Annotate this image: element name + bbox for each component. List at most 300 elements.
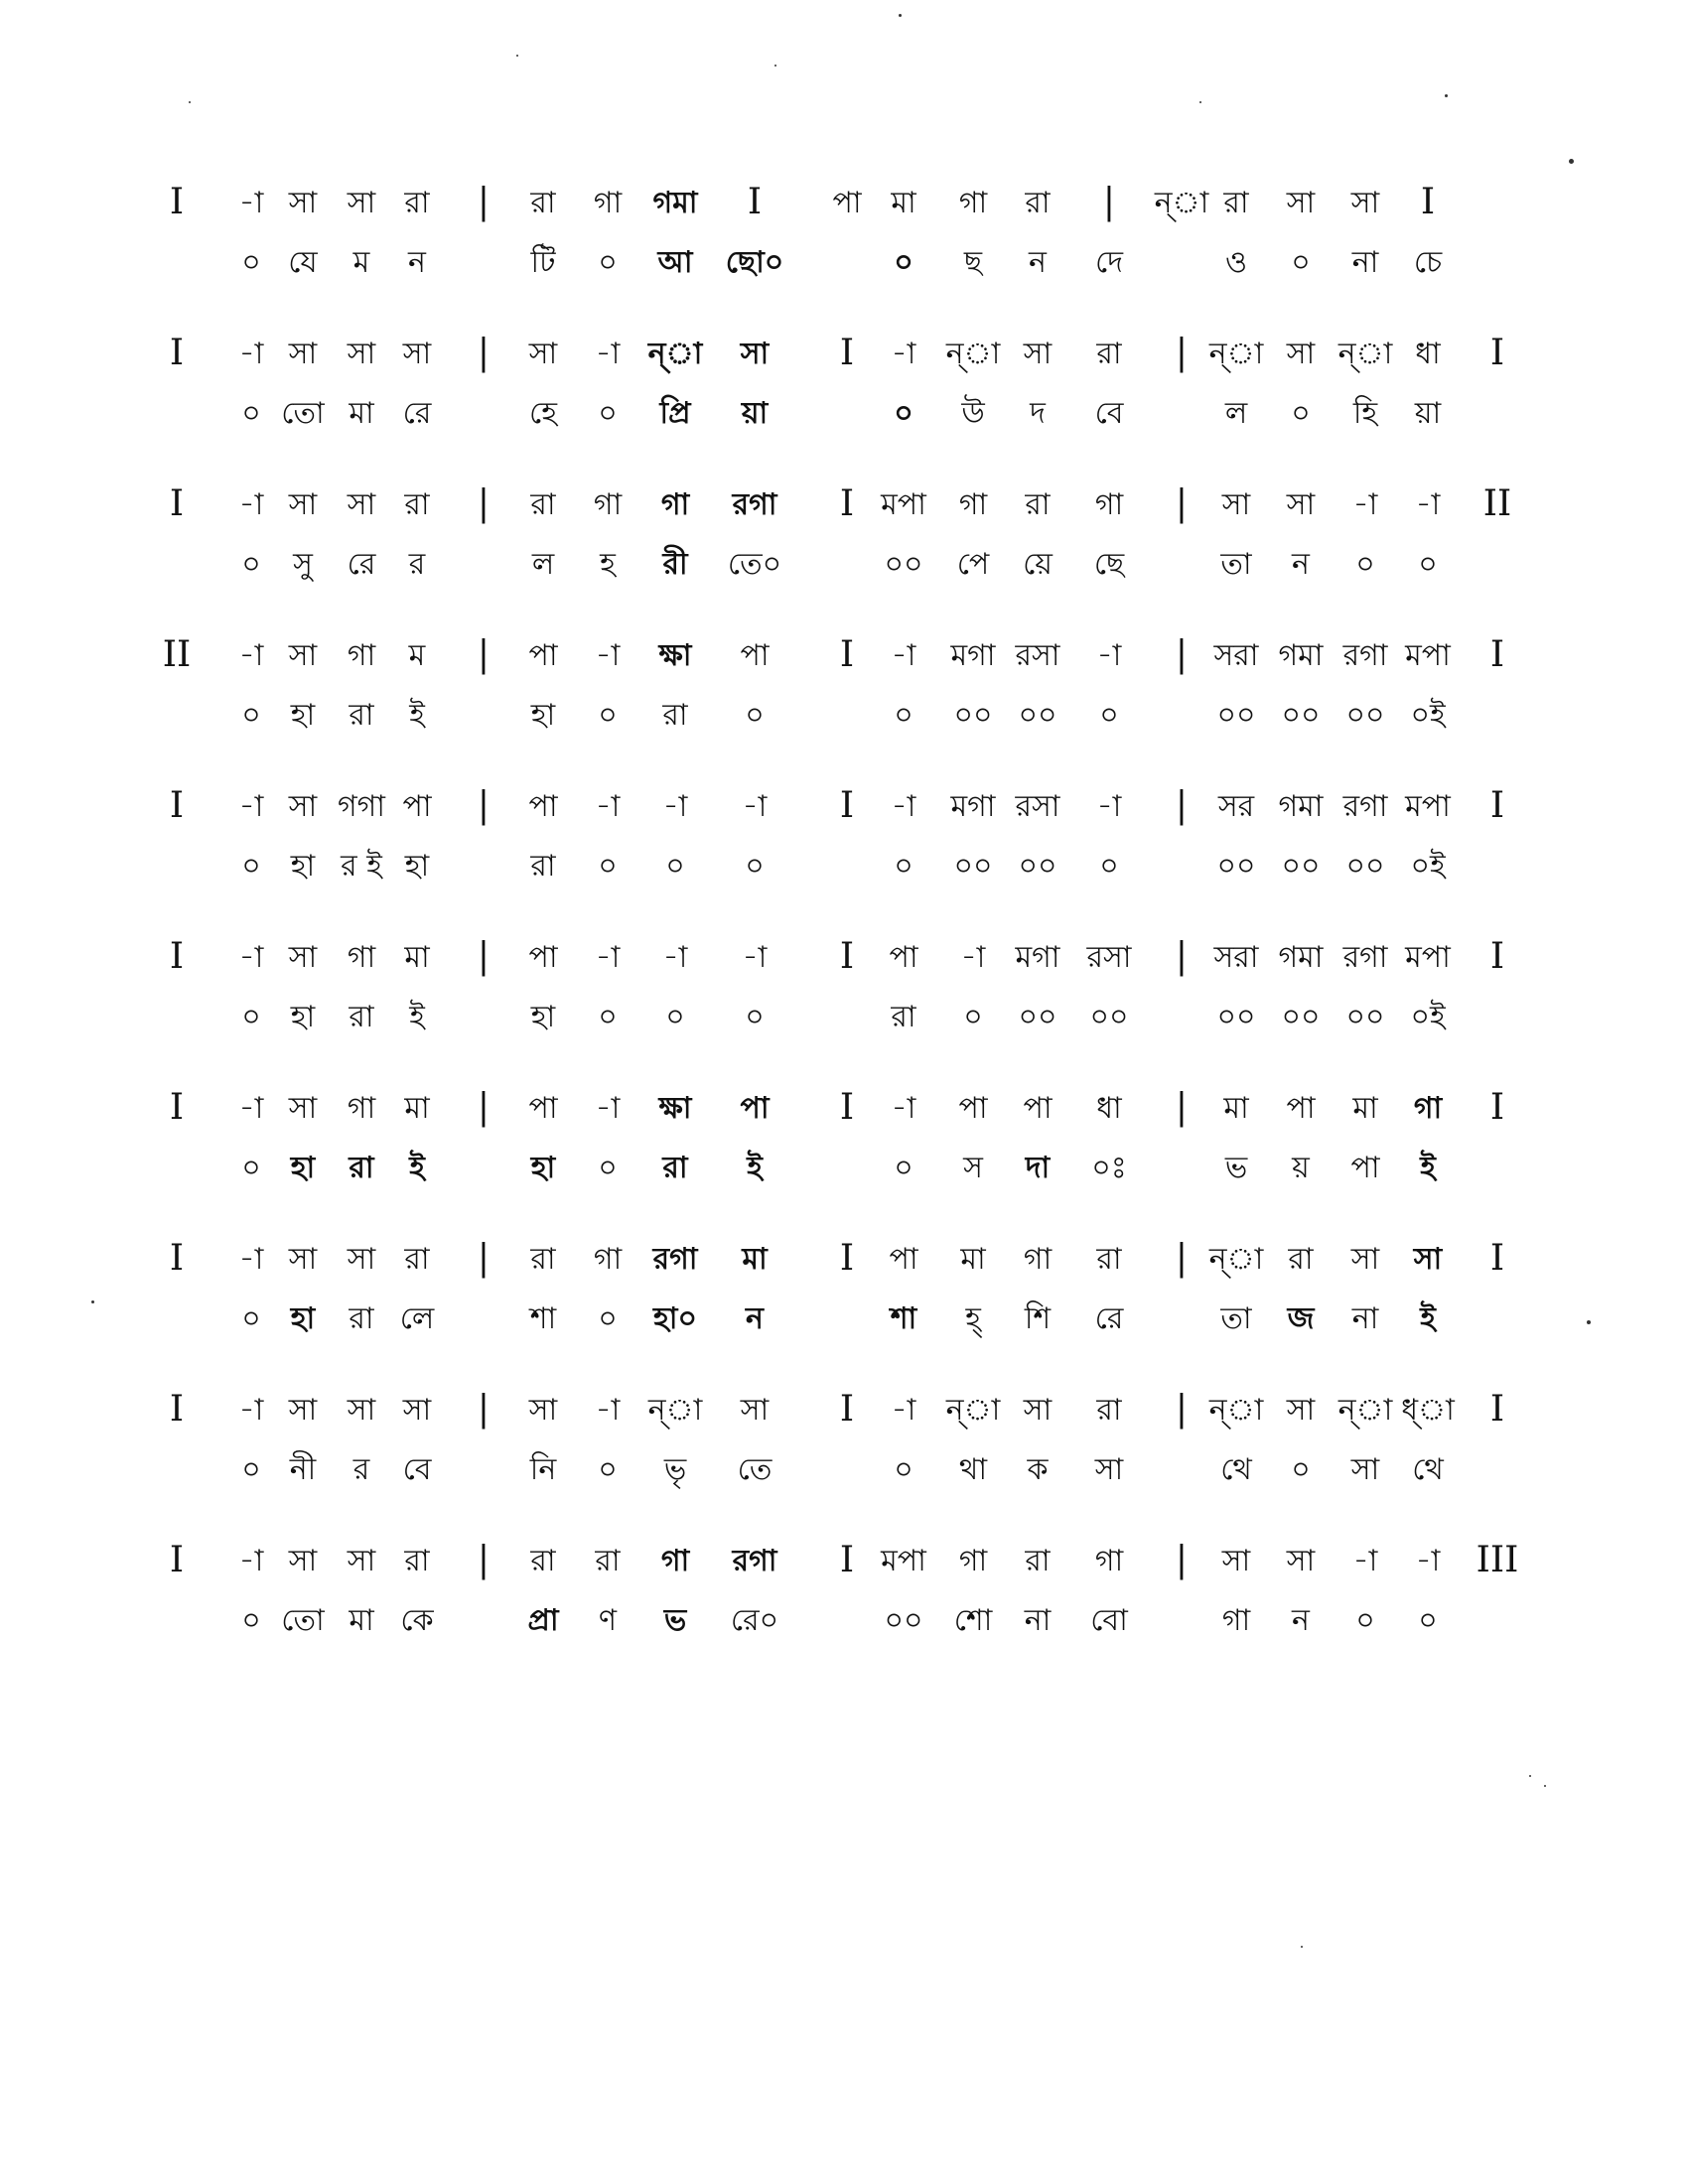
swara-note: সা	[1413, 1242, 1443, 1277]
swara-note: সা	[1350, 1242, 1380, 1277]
lyric-syllable: য়ে	[1023, 547, 1053, 582]
scan-speck	[1587, 1320, 1591, 1324]
lyric-syllable: না	[1351, 1301, 1379, 1336]
swara-note: ন্া	[1208, 1242, 1264, 1277]
swara-note: ন্া	[647, 337, 703, 371]
swara-note: মপা	[881, 487, 926, 522]
lyric-syllable: শা	[529, 1301, 557, 1336]
lyric-syllable: ন	[1292, 1603, 1310, 1638]
swara-note: -া	[595, 940, 621, 975]
swara-note: পা	[402, 789, 432, 824]
swara-note: ন্া	[945, 1393, 1001, 1428]
lyric-syllable: রে	[402, 396, 432, 431]
lyric-syllable: পে	[956, 547, 990, 582]
swara-note: মগা	[950, 638, 996, 673]
scan-speck	[91, 1300, 94, 1303]
swara-note: সা	[402, 337, 432, 371]
bar-line: I	[169, 785, 185, 826]
swara-note: সা	[1286, 337, 1316, 371]
swara-note: রা	[404, 1242, 430, 1277]
swara-note: -া	[1415, 487, 1441, 522]
swara-note: মা	[1352, 1091, 1378, 1126]
lyric-syllable: ই	[409, 1000, 425, 1034]
swara-note: ন্া	[1208, 1393, 1264, 1428]
swara-note: গগা	[337, 789, 386, 824]
scan-speck	[1301, 1946, 1303, 1948]
swara-note: পা	[528, 940, 558, 975]
lyric-syllable: র	[352, 1452, 370, 1487]
swara-note: গা	[1094, 487, 1124, 522]
lyric-syllable: বে	[1094, 396, 1124, 431]
lyric-syllable: ০	[241, 245, 261, 280]
bar-line: I	[1489, 936, 1505, 977]
lyric-syllable: র	[408, 547, 426, 582]
swara-note: গা	[347, 940, 376, 975]
lyric-syllable: থে	[1412, 1452, 1444, 1487]
scan-speck	[1529, 1775, 1531, 1777]
lyric-syllable: রা	[349, 698, 374, 733]
lyric-syllable: য়া	[1414, 396, 1442, 431]
swara-note: গা	[958, 487, 988, 522]
swara-note: -া	[595, 337, 621, 371]
swara-note: সা	[1286, 1393, 1316, 1428]
lyric-syllable: মা	[349, 1603, 374, 1638]
lyric-syllable: যে	[288, 245, 318, 280]
scan-speck	[774, 65, 776, 67]
lyric-syllable: পা	[1350, 1151, 1380, 1185]
lyric-syllable: ০	[1291, 245, 1311, 280]
lyric-syllable: তো	[281, 1603, 325, 1638]
lyric-syllable: ০	[598, 1151, 618, 1185]
swara-note: সা	[288, 940, 318, 975]
swara-note: পা	[740, 1091, 770, 1126]
lyric-syllable: ন	[1029, 245, 1047, 280]
swara-note: সরা	[1213, 638, 1259, 673]
lyric-syllable: ০	[241, 849, 261, 884]
swara-note: -া	[595, 1091, 621, 1126]
swara-note: গা	[347, 1091, 376, 1126]
swara-note: রা	[1025, 1544, 1051, 1578]
swara-note: গমা	[652, 186, 698, 220]
swara-note: মপা	[1405, 789, 1451, 824]
lyric-syllable: শা	[890, 1301, 917, 1336]
swara-note: সা	[528, 1393, 558, 1428]
lyric-syllable: তা	[1220, 547, 1252, 582]
lyric-syllable: ন	[408, 245, 426, 280]
lyric-syllable: ০	[745, 1000, 765, 1034]
bar-line: I	[169, 1389, 185, 1430]
bar-line: I	[1420, 182, 1436, 222]
lyric-syllable: তা	[1220, 1301, 1252, 1336]
bar-line: I	[169, 333, 185, 373]
swara-note: -া	[742, 789, 768, 824]
lyric-syllable: র ই	[341, 849, 382, 884]
lyric-syllable: শো	[953, 1603, 993, 1638]
bar-line: |	[477, 1238, 491, 1279]
swara-note: -া	[891, 789, 916, 824]
swara-note: রা	[404, 487, 430, 522]
swara-note: -া	[960, 940, 986, 975]
lyric-syllable: ০	[241, 698, 261, 733]
bar-line: I	[839, 936, 855, 977]
swara-note: ধা	[1415, 337, 1441, 371]
swara-note: রসা	[1015, 638, 1060, 673]
swara-note: সা	[347, 487, 376, 522]
swara-note: মা	[404, 940, 430, 975]
lyric-syllable: থা	[958, 1452, 988, 1487]
lyric-syllable: ০	[894, 396, 914, 431]
bar-line: |	[477, 634, 491, 675]
lyric-syllable: হ্	[965, 1301, 981, 1336]
lyric-syllable: ০	[598, 396, 618, 431]
swara-note: রা	[1096, 1393, 1122, 1428]
lyric-syllable: হা	[290, 698, 316, 733]
lyric-syllable: প্রা	[527, 1603, 559, 1638]
swara-note: -া	[1096, 638, 1122, 673]
swara-note: -া	[595, 638, 621, 673]
lyric-syllable: ০০	[884, 547, 923, 582]
swara-note: সা	[1350, 186, 1380, 220]
lyric-syllable: ০ঃ	[1091, 1151, 1127, 1185]
swara-note: সা	[1221, 1544, 1251, 1578]
lyric-syllable: তে	[737, 1452, 773, 1487]
lyric-syllable: হা	[290, 1000, 316, 1034]
swara-note: রগা	[652, 1242, 698, 1277]
lyric-syllable: ০০	[1345, 849, 1385, 884]
lyric-syllable: ০০	[1216, 1000, 1256, 1034]
lyric-syllable: ০০	[884, 1603, 923, 1638]
lyric-syllable: ০ই	[1410, 698, 1446, 733]
bar-line: I	[1489, 1389, 1505, 1430]
lyric-syllable: ০০	[1345, 698, 1385, 733]
lyric-syllable: দ	[1030, 396, 1046, 431]
lyric-syllable: হি	[1352, 396, 1378, 431]
bar-line: |	[1175, 1540, 1189, 1580]
swara-note: সা	[288, 789, 318, 824]
bar-line: I	[839, 333, 855, 373]
swara-note: গা	[1023, 1242, 1053, 1277]
swara-note: মা	[1223, 1091, 1249, 1126]
bar-line: II	[1482, 483, 1512, 524]
bar-line: I	[1489, 1087, 1505, 1128]
swara-note: পা	[528, 789, 558, 824]
swara-note: ন্া	[1208, 337, 1264, 371]
swara-note: রা	[1288, 1242, 1314, 1277]
swara-note: সর	[1217, 789, 1255, 824]
lyric-syllable: য়া	[741, 396, 769, 431]
scan-speck	[189, 101, 191, 103]
swara-note: -া	[891, 1091, 916, 1126]
lyric-syllable: বে	[402, 1452, 432, 1487]
lyric-syllable: দে	[1095, 245, 1123, 280]
swara-note: রগা	[732, 487, 777, 522]
swara-note: গমা	[1278, 940, 1324, 975]
lyric-syllable: রী	[662, 547, 688, 582]
lyric-syllable: ০	[745, 849, 765, 884]
swara-note: ক্ষা	[658, 1091, 692, 1126]
swara-note: গা	[660, 1544, 690, 1578]
lyric-syllable: গা	[1221, 1603, 1251, 1638]
bar-line: I	[1489, 785, 1505, 826]
bar-line: |	[477, 1389, 491, 1430]
swara-note: রা	[1025, 186, 1051, 220]
swara-note: সা	[1023, 1393, 1053, 1428]
lyric-syllable: আ	[657, 245, 693, 280]
bar-line: |	[1175, 785, 1189, 826]
lyric-syllable: রা	[662, 1151, 688, 1185]
bar-line: |	[1175, 333, 1189, 373]
swara-note: রগা	[1342, 940, 1388, 975]
bar-line: I	[839, 785, 855, 826]
lyric-syllable: ০	[598, 245, 618, 280]
swara-note: -া	[238, 1091, 264, 1126]
swara-note: গমা	[1278, 638, 1324, 673]
lyric-syllable: ছো০	[725, 245, 784, 280]
lyric-syllable: ০	[894, 1452, 914, 1487]
lyric-syllable: লে	[399, 1301, 435, 1336]
swara-note: সা	[347, 186, 376, 220]
scan-speck	[1199, 101, 1201, 103]
lyric-syllable: ০	[963, 1000, 983, 1034]
bar-line: |	[477, 936, 491, 977]
swara-note: সা	[1023, 337, 1053, 371]
lyric-syllable: ছে	[1093, 547, 1125, 582]
swara-note: রা	[1096, 337, 1122, 371]
bar-line: I	[839, 1389, 855, 1430]
lyric-syllable: ০	[745, 698, 765, 733]
swara-note: সা	[1286, 1544, 1316, 1578]
lyric-syllable: নি	[529, 1452, 557, 1487]
swara-note: -া	[595, 789, 621, 824]
swara-note: মা	[891, 186, 916, 220]
swara-note: পা	[1023, 1091, 1053, 1126]
bar-line: I	[169, 483, 185, 524]
lyric-syllable: স	[963, 1151, 983, 1185]
lyric-syllable: জ	[1287, 1301, 1315, 1336]
swara-note: -া	[238, 940, 264, 975]
lyric-syllable: ০	[1355, 1603, 1375, 1638]
swara-note: রা	[1096, 1242, 1122, 1277]
swara-note: পা	[528, 638, 558, 673]
swara-note: -া	[238, 638, 264, 673]
swara-note: পা	[832, 186, 862, 220]
swara-note: -া	[662, 940, 688, 975]
bar-line: III	[1476, 1540, 1519, 1580]
lyric-syllable: ০	[1099, 849, 1119, 884]
swara-note: মগা	[1015, 940, 1060, 975]
bar-line: |	[477, 182, 491, 222]
swara-note: রগা	[1342, 638, 1388, 673]
swara-note: সা	[288, 337, 318, 371]
lyric-syllable: ০০	[1018, 849, 1057, 884]
swara-note: সা	[347, 1393, 376, 1428]
swara-note: ন্া	[647, 1393, 703, 1428]
swara-note: পা	[740, 638, 770, 673]
swara-note: -া	[1096, 789, 1122, 824]
swara-note: সা	[288, 186, 318, 220]
swara-note: গা	[660, 487, 690, 522]
swara-note: মপা	[1405, 940, 1451, 975]
bar-line: I	[1489, 634, 1505, 675]
lyric-syllable: ০	[1418, 1603, 1438, 1638]
swara-note: -া	[238, 789, 264, 824]
lyric-syllable: হা	[530, 698, 556, 733]
lyric-syllable: ০০	[1216, 698, 1256, 733]
swara-note: ন্া	[1337, 1393, 1393, 1428]
swara-note: গা	[593, 487, 623, 522]
swara-note: মা	[960, 1242, 986, 1277]
swara-note: গা	[958, 186, 988, 220]
lyric-syllable: ০০	[953, 698, 993, 733]
lyric-syllable: রা	[891, 1000, 916, 1034]
bar-line: |	[477, 483, 491, 524]
swara-note: রা	[1223, 186, 1249, 220]
bar-line: I	[839, 634, 855, 675]
lyric-syllable: ল	[1224, 396, 1248, 431]
swara-note: -া	[238, 1544, 264, 1578]
lyric-syllable: নী	[289, 1452, 317, 1487]
swara-note: সা	[1286, 186, 1316, 220]
lyric-syllable: ০	[241, 396, 261, 431]
lyric-syllable: সা	[1350, 1452, 1380, 1487]
swara-note: গা	[593, 186, 623, 220]
bar-line: I	[1489, 1238, 1505, 1279]
lyric-syllable: ০	[241, 1000, 261, 1034]
swara-note: মগা	[950, 789, 996, 824]
swara-note: সা	[528, 337, 558, 371]
lyric-syllable: ভ	[663, 1603, 687, 1638]
lyric-syllable: ০	[894, 698, 914, 733]
swara-note: মপা	[881, 1544, 926, 1578]
swara-note: রগা	[732, 1544, 777, 1578]
swara-note: সা	[288, 1242, 318, 1277]
lyric-syllable: রা	[349, 1000, 374, 1034]
lyric-syllable: ০	[665, 1000, 685, 1034]
swara-note: -া	[891, 1393, 916, 1428]
lyric-syllable: ০	[241, 1151, 261, 1185]
lyric-syllable: প্রি	[659, 396, 691, 431]
swara-note: গা	[1413, 1091, 1443, 1126]
swara-note: সা	[288, 1393, 318, 1428]
bar-line: I	[839, 483, 855, 524]
swara-note: সা	[347, 1242, 376, 1277]
bar-line: I	[169, 1238, 185, 1279]
swara-note: রা	[404, 186, 430, 220]
lyric-syllable: ০	[598, 698, 618, 733]
lyric-syllable: রা	[349, 1301, 374, 1336]
lyric-syllable: বো	[1090, 1603, 1128, 1638]
lyric-syllable: ০০	[1089, 1000, 1129, 1034]
bar-line: I	[747, 182, 763, 222]
lyric-syllable: কে	[400, 1603, 434, 1638]
swara-note: রসা	[1086, 940, 1132, 975]
swara-note: সা	[288, 1544, 318, 1578]
swara-note: -া	[891, 638, 916, 673]
bar-line: I	[169, 1540, 185, 1580]
swara-note: পা	[889, 940, 918, 975]
swara-note: -া	[891, 337, 916, 371]
swara-note: গমা	[1278, 789, 1324, 824]
swara-note: ধা	[1096, 1091, 1122, 1126]
swara-note: ধ্া	[1401, 1393, 1455, 1428]
bar-line: |	[1175, 936, 1189, 977]
swara-note: গা	[1094, 1544, 1124, 1578]
bar-line: |	[477, 333, 491, 373]
swara-note: -া	[1352, 487, 1378, 522]
bar-line: |	[477, 1540, 491, 1580]
scan-speck	[899, 14, 902, 17]
bar-line: |	[1175, 1389, 1189, 1430]
swara-note: ম	[408, 638, 426, 673]
swara-note: সা	[1221, 487, 1251, 522]
lyric-syllable: ছ	[963, 245, 983, 280]
bar-line: |	[1175, 1087, 1189, 1128]
lyric-syllable: ল	[531, 547, 555, 582]
swara-note: পা	[1286, 1091, 1316, 1126]
lyric-syllable: ০০	[1281, 849, 1321, 884]
lyric-syllable: ০০	[1281, 698, 1321, 733]
lyric-syllable: রা	[349, 1151, 374, 1185]
lyric-syllable: ০	[598, 849, 618, 884]
swara-note: -া	[238, 186, 264, 220]
bar-line: |	[1102, 182, 1116, 222]
lyric-syllable: না	[1024, 1603, 1052, 1638]
lyric-syllable: ০ই	[1410, 849, 1446, 884]
swara-note: -া	[595, 1393, 621, 1428]
swara-note: সা	[740, 337, 770, 371]
swara-note: সা	[288, 487, 318, 522]
swara-note: সা	[288, 1091, 318, 1126]
lyric-syllable: ০	[241, 1603, 261, 1638]
lyric-syllable: তে০	[727, 547, 782, 582]
lyric-syllable: না	[1351, 245, 1379, 280]
lyric-syllable: ০	[1418, 547, 1438, 582]
lyric-syllable: ০	[1291, 396, 1311, 431]
lyric-syllable: ই	[409, 698, 425, 733]
lyric-syllable: রে০	[730, 1603, 779, 1638]
lyric-syllable: ০	[241, 1452, 261, 1487]
swara-note: সরা	[1213, 940, 1259, 975]
lyric-syllable: রা	[662, 698, 688, 733]
lyric-syllable: ০	[1355, 547, 1375, 582]
lyric-syllable: হা	[530, 1151, 556, 1185]
lyric-syllable: রে	[1094, 1301, 1124, 1336]
lyric-syllable: ০০	[1345, 1000, 1385, 1034]
scan-speck	[1569, 159, 1574, 164]
lyric-syllable: ই	[747, 1151, 763, 1185]
lyric-syllable: শি	[1024, 1301, 1052, 1336]
lyric-syllable: ০	[598, 1301, 618, 1336]
lyric-syllable: মা	[349, 396, 374, 431]
bar-line: I	[1489, 333, 1505, 373]
lyric-syllable: ভৃ	[663, 1452, 687, 1487]
lyric-syllable: ০০	[1216, 849, 1256, 884]
swara-note: -া	[1352, 1544, 1378, 1578]
lyric-syllable: ই	[1420, 1151, 1436, 1185]
swara-note: -া	[742, 940, 768, 975]
lyric-syllable: হা০	[653, 1301, 697, 1336]
scan-speck	[516, 55, 518, 57]
swara-note: রা	[530, 186, 556, 220]
lyric-syllable: ম	[352, 245, 370, 280]
lyric-syllable: ০০	[953, 849, 993, 884]
swara-note: গা	[958, 1544, 988, 1578]
lyric-syllable: উ	[961, 396, 985, 431]
swara-note: রসা	[1015, 789, 1060, 824]
lyric-syllable: ০০	[1281, 1000, 1321, 1034]
bar-line: I	[839, 1238, 855, 1279]
lyric-syllable: রা	[530, 849, 556, 884]
